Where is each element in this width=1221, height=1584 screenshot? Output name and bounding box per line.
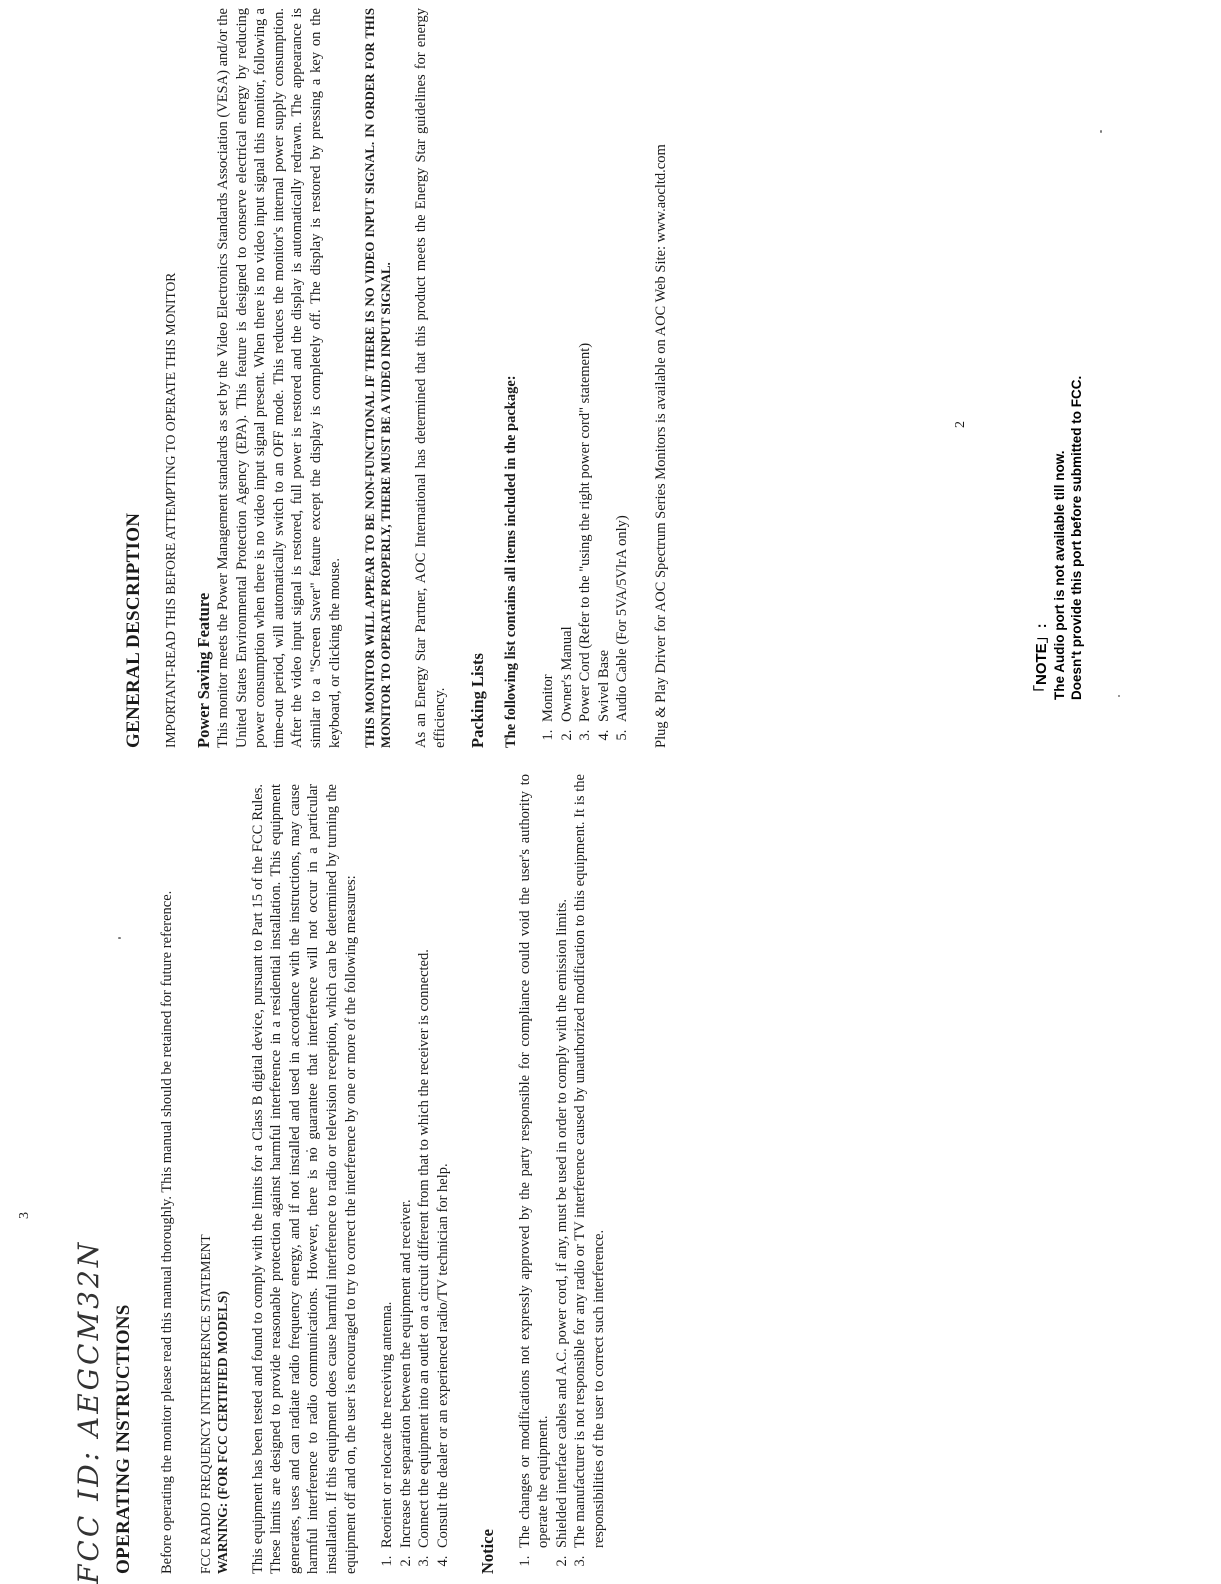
- no-signal-warning: THIS MONITOR WILL APPEAR TO BE NON-FUNCTIONAL IF THERE IS NO VIDEO INPUT SIGNAL. IN ORDER FOR THIS MONITOR TO OPERATE PROPERLY, THERE MUST BE A VIDEO INPUT SIGNAL.: [363, 8, 394, 748]
- fcc-heading-line1: FCC RADIO FREQUENCY INTERFERENCE STATEMENT: [197, 1234, 213, 1574]
- list-item: 4. Swivel Base: [595, 8, 614, 726]
- operating-instructions-title: OPERATING INSTRUCTIONS: [113, 1304, 134, 1574]
- intro-paragraph: Before operating the monitor please read this manual thoroughly. This manual should be retained for future reference.: [159, 890, 175, 1574]
- list-item: 1. The changes or modifications not expressly approved by the party responsible for compliance could void the user's authority to operate the equipment.: [516, 774, 553, 1552]
- list-item: 3. The manufacturer is not responsible for any radio or TV interference caused by unauthorized modification to this equipment. It is the responsibilities of the user to correct such interference.: [571, 774, 608, 1552]
- note-title: 「NOTE」:: [1033, 623, 1050, 700]
- packing-lists-heading: Packing Lists: [468, 653, 488, 748]
- page-number: 2: [953, 421, 968, 428]
- measures-list: [378, 774, 452, 1574]
- packing-list: [539, 8, 632, 748]
- general-description-title: GENERAL DESCRIPTION: [123, 512, 144, 748]
- left-page: [17, 774, 628, 1574]
- note-line: Doesn't provide this port before submitted to FCC.: [1069, 375, 1084, 700]
- list-item: 2. Owner's Manual: [558, 8, 577, 726]
- note-line: The Audio port is not available till now.: [1052, 450, 1067, 700]
- list-item: 4. Consult the dealer or an experienced radio/TV technician for help.: [434, 774, 453, 1552]
- fcc-heading-line2: WARNING: (FOR FCC CERTIFIED MODELS): [214, 1290, 230, 1574]
- list-item: 1. Monitor: [539, 8, 558, 726]
- power-saving-paragraph: This monitor meets the Power Management standards as set by the Video Electronics Standards Association (VESA) and/or the United States Environmental Protection Agency (EPA). This feature is designed to conserve electrical energy by reducing power consumption when there is no video input signal present. When there is no video input signal this monitor, following a time-out period, will automatically switch to an OFF mode. This reduces the monitor's internal power supply consumption. After the video input signal is restored, full power is restored and the display is automatically redrawn. The appearance is similar to a "Screen Saver" feature except the display is completely off. The display is restored by pressing a key on the keyboard, or clicking the mouse.: [215, 8, 343, 748]
- audio-port-note: [1030, 376, 1085, 700]
- right-page: [122, 8, 1122, 748]
- list-item: 3. Connect the equipment into an outlet on a circuit different from that to which the receiver is connected.: [415, 774, 434, 1552]
- energy-star-paragraph: As an Energy Star Partner, AOC International has determined that this product meets the Energy Star guidelines for energy efficiency.: [413, 8, 448, 748]
- list-item: 1. Reorient or relocate the receiving antenna.: [378, 774, 397, 1552]
- list-item: 3. Power Cord (Refer to the "using the right power cord" statement): [576, 8, 595, 726]
- list-item: 2. Increase the separation between the equipment and receiver.: [397, 774, 416, 1552]
- notice-heading: Notice: [477, 1529, 497, 1574]
- page-number: 3: [17, 1212, 32, 1219]
- notice-list: [516, 774, 609, 1574]
- fcc-body-paragraph: This equipment has been tested and found to comply with the limits for a Class B digital device, pursuant to Part 15 of the FCC Rules. These limits are designed to provide reasonable protection against harmful interference in a residential installation. This equipment generates, uses and can radiate radio frequency energy, and if not installed and used in accordance with the instructions, may cause harmful interference to radio communications. However, there is no guarantee that interference will not occur in a particular installation. If this equipment does cause harmful interference to radio or television reception, which can be determined by turning the equipment off and on, the user is encouraged to try to correct the interference by one or more of the following measures:: [249, 784, 359, 1574]
- important-read-line: IMPORTANT-READ THIS BEFORE ATTEMPTING TO OPERATE THIS MONITOR: [163, 272, 178, 748]
- fcc-statement-heading: [197, 774, 231, 1574]
- list-item: 5. Audio Cable (For 5VA/5VlrA only): [613, 8, 632, 726]
- power-saving-heading: Power Saving Feature: [194, 592, 213, 748]
- list-item: 2. Shielded interface cables and A.C. power cord, if any, must be used in order to comply with the emission limits.: [553, 774, 572, 1552]
- fcc-id-handwritten: FCC ID: AEGCM32N: [72, 1239, 105, 1584]
- plug-play-paragraph: Plug & Play Driver for AOC Spectrum Series Monitors is available on AOC Web Site: www.aocltd.com: [652, 144, 669, 748]
- packing-intro: The following list contains all items included in the package:: [503, 375, 520, 748]
